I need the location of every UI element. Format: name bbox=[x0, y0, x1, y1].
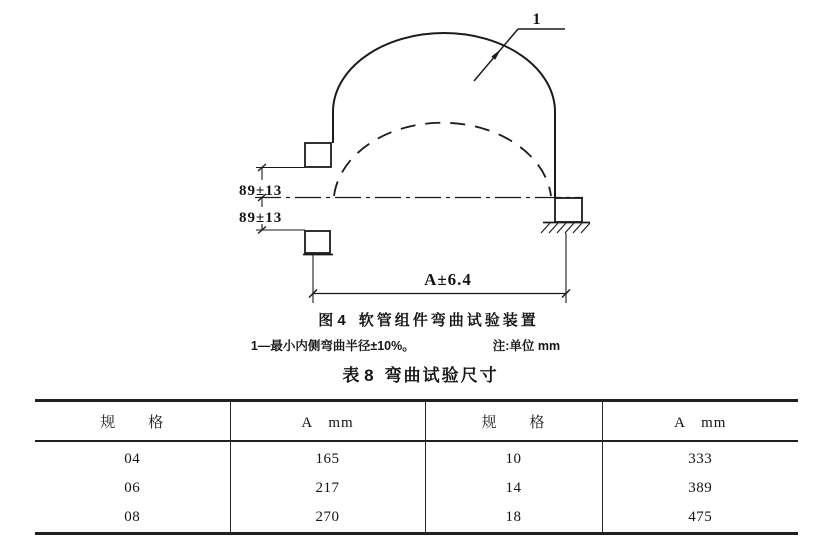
cell-spec: 10 bbox=[425, 441, 602, 474]
lower-fitting bbox=[305, 231, 330, 253]
dim-89-lower-label: 89±13 bbox=[239, 210, 283, 226]
dimension-A-group bbox=[309, 233, 570, 303]
table-title-number: 表 8 bbox=[342, 366, 374, 385]
callout-1-label: 1 bbox=[532, 11, 542, 28]
figure-caption bbox=[12, 312, 833, 330]
cell-spec: 14 bbox=[425, 474, 602, 503]
figure-note bbox=[0, 339, 822, 354]
callout-1-group bbox=[474, 11, 565, 81]
table-row bbox=[35, 474, 798, 503]
dim-89-upper-label: 89±13 bbox=[239, 183, 283, 199]
dimension-89-group bbox=[239, 164, 305, 234]
cell-a-mm: 165 bbox=[230, 441, 425, 474]
cell-a-mm: 217 bbox=[230, 474, 425, 503]
cell-spec: 18 bbox=[425, 503, 602, 534]
figure-note-item: 1—最小内侧弯曲半径±10%。 bbox=[250, 339, 415, 353]
figure-caption-number: 图 4 bbox=[318, 312, 346, 329]
fixed-support bbox=[541, 198, 590, 233]
cell-a-mm: 389 bbox=[688, 480, 713, 496]
ground-hatching bbox=[541, 223, 590, 233]
cell-spec: 06 bbox=[35, 474, 230, 503]
table-row bbox=[35, 441, 798, 474]
dim-A-label: A±6.4 bbox=[424, 270, 472, 289]
figure-note-unit: 注:单位 mm bbox=[492, 339, 561, 353]
col-header-a-mm-right: A mm bbox=[602, 401, 798, 442]
cell-a-mm: 270 bbox=[230, 503, 425, 534]
table-row bbox=[35, 503, 798, 534]
table-header-row bbox=[35, 401, 798, 442]
support-block bbox=[555, 198, 582, 222]
table-title bbox=[4, 365, 833, 386]
upper-fitting bbox=[305, 143, 331, 167]
hose-assembly bbox=[255, 33, 583, 255]
hose-outer-arc bbox=[333, 33, 555, 197]
col-header-spec-right: 规 格 bbox=[425, 401, 602, 442]
cell-a-mm: 333 bbox=[688, 451, 713, 467]
cell-spec: 04 bbox=[35, 441, 230, 474]
table-title-text: 弯曲试验尺寸 bbox=[384, 366, 499, 385]
bend-test-dimensions-table bbox=[35, 399, 798, 535]
cell-a-mm: 475 bbox=[688, 509, 713, 525]
figure-caption-title: 软管组件弯曲试验装置 bbox=[358, 312, 539, 329]
min-bend-radius-arc bbox=[334, 123, 551, 196]
col-header-a-mm-left: A mm bbox=[230, 401, 425, 442]
cell-spec: 08 bbox=[35, 503, 230, 534]
col-header-spec-left: 规 格 bbox=[35, 401, 230, 442]
